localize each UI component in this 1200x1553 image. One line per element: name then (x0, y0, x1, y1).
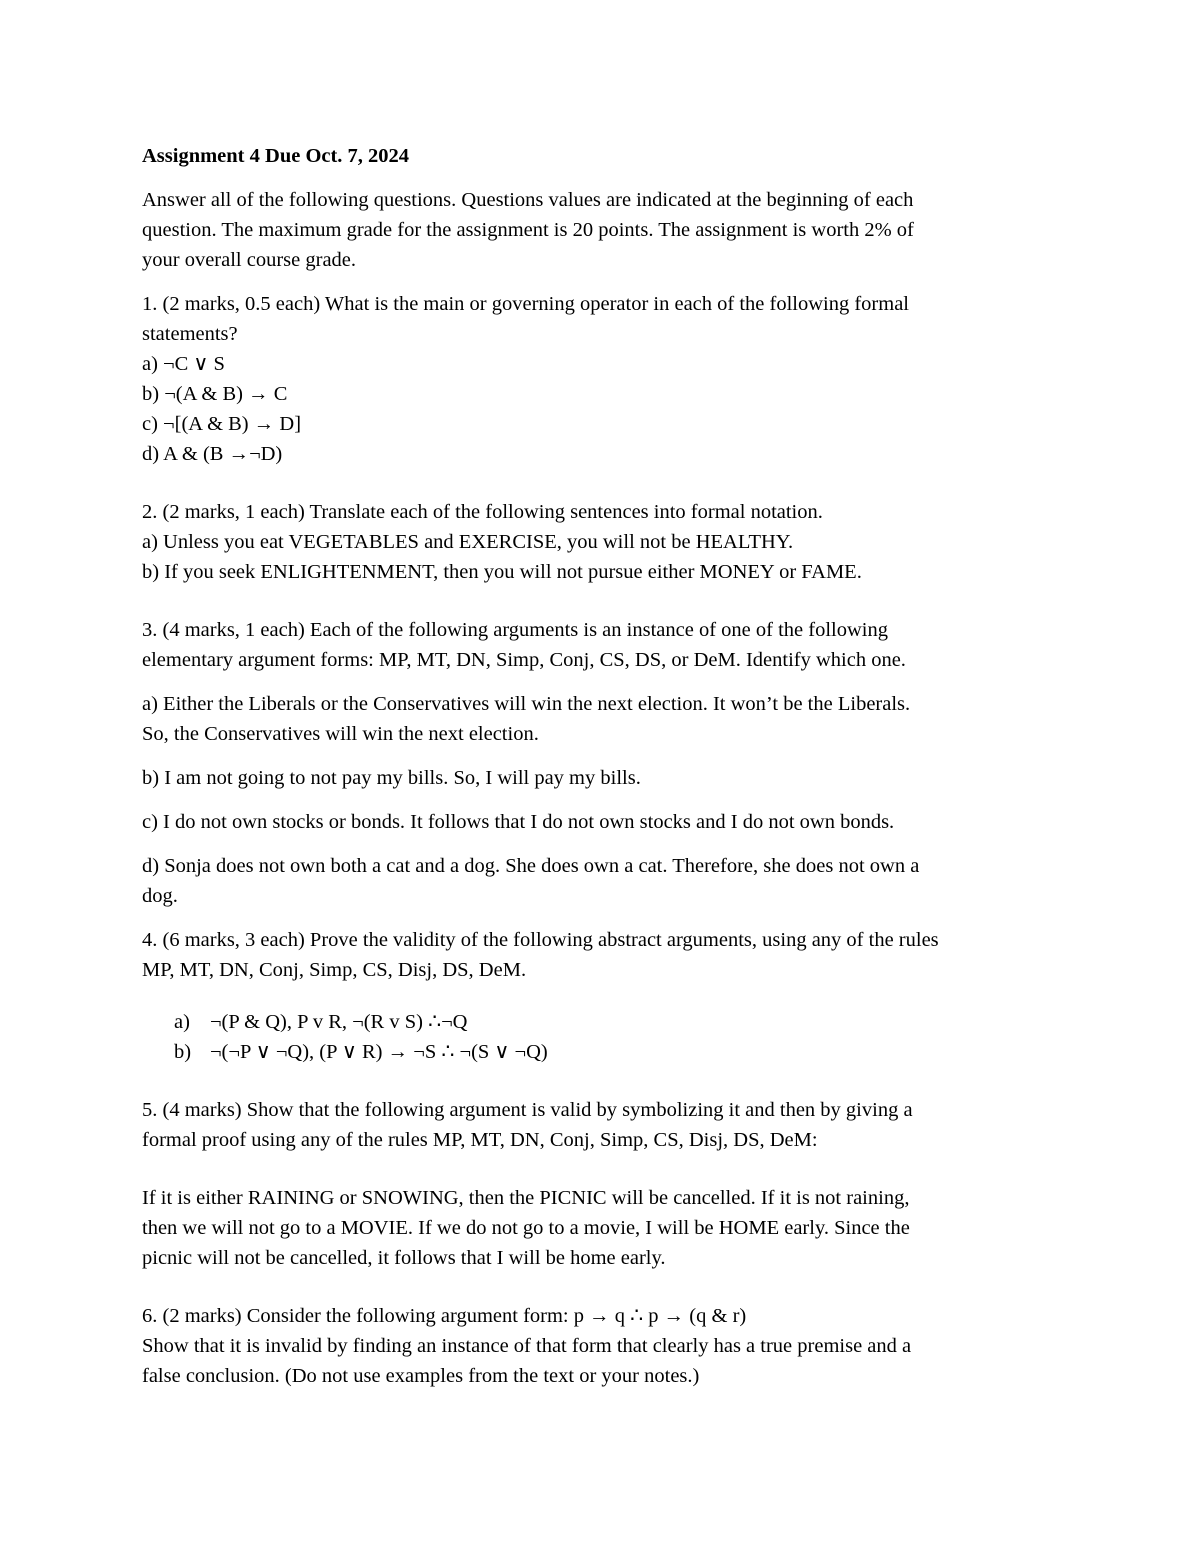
q3-item-a-line: a) Either the Liberals or the Conservatives will win the next election. It won’t be the Liberals. (142, 693, 911, 715)
question-2 (142, 497, 1062, 587)
q3-prompt-line: 3. (4 marks, 1 each) Each of the following arguments is an instance of one of the following (142, 619, 888, 641)
q4-prompt-line: 4. (6 marks, 3 each) Prove the validity of the following abstract arguments, using any of the rules (142, 929, 939, 951)
assignment-title: Assignment 4 Due Oct. 7, 2024 (142, 145, 410, 167)
q3-item-a-line: So, the Conservatives will win the next election. (142, 723, 539, 745)
q3-item-c: c) I do not own stocks or bonds. It follows that I do not own stocks and I do not own bonds. (142, 811, 895, 833)
intro-paragraph (142, 185, 1062, 275)
q2-item-b: b) If you seek ENLIGHTENMENT, then you will not pursue either MONEY or FAME. (142, 561, 862, 583)
q4-item-b (174, 1037, 1062, 1067)
question-6 (142, 1301, 1062, 1391)
intro-line: Answer all of the following questions. Questions values are indicated at the beginning of each (142, 189, 914, 211)
q2-prompt: 2. (2 marks, 1 each) Translate each of the following sentences into formal notation. (142, 501, 823, 523)
q1-prompt-line: 1. (2 marks, 0.5 each) What is the main or governing operator in each of the following formal (142, 293, 909, 315)
q1-item-c: c) ¬[(A & B) → D] (142, 413, 302, 435)
q5-argument-line: picnic will not be cancelled, it follows that I will be home early. (142, 1247, 666, 1269)
intro-line: question. The maximum grade for the assignment is 20 points. The assignment is worth 2% of (142, 219, 914, 241)
q1-item-a: a) ¬C ∨ S (142, 353, 225, 375)
q1-item-d: d) A & (B →¬D) (142, 443, 283, 465)
q4-item-label: b) (174, 1041, 192, 1063)
q5-prompt-line: formal proof using any of the rules MP, MT, DN, Conj, Simp, CS, Disj, DS, DeM: (142, 1129, 818, 1151)
q4-item-text: ¬(P & Q), P v R, ¬(R v S) ∴¬Q (210, 1011, 468, 1033)
q6-prompt: 6. (2 marks) Consider the following argument form: p → q ∴ p → (q & r) (142, 1305, 747, 1327)
q4-item-label: a) (174, 1011, 190, 1033)
q4-argument-list (142, 1007, 1062, 1067)
question-3 (142, 615, 1062, 911)
q1-prompt-line: statements? (142, 323, 238, 345)
q5-argument-line: If it is either RAINING or SNOWING, then the PICNIC will be cancelled. If it is not raining, (142, 1187, 910, 1209)
q4-item-text: ¬(¬P ∨ ¬Q), (P ∨ R) → ¬S ∴ ¬(S ∨ ¬Q) (210, 1041, 548, 1063)
q5-prompt-line: 5. (4 marks) Show that the following argument is valid by symbolizing it and then by giving a (142, 1099, 913, 1121)
question-1 (142, 289, 1062, 469)
q1-item-b: b) ¬(A & B) → C (142, 383, 288, 405)
q3-item-b: b) I am not going to not pay my bills. So, I will pay my bills. (142, 767, 641, 789)
q3-item-d-line: d) Sonja does not own both a cat and a dog. She does own a cat. Therefore, she does not own a (142, 855, 920, 877)
q5-argument-line: then we will not go to a MOVIE. If we do not go to a movie, I will be HOME early. Since the (142, 1217, 910, 1239)
q6-body-line: Show that it is invalid by finding an instance of that form that clearly has a true premise and a (142, 1335, 912, 1357)
q6-body-line: false conclusion. (Do not use examples from the text or your notes.) (142, 1365, 700, 1387)
q4-prompt-line: MP, MT, DN, Conj, Simp, CS, Disj, DS, DeM. (142, 959, 527, 981)
q3-prompt-line: elementary argument forms: MP, MT, DN, Simp, Conj, CS, DS, or DeM. Identify which one. (142, 649, 906, 671)
q2-item-a: a) Unless you eat VEGETABLES and EXERCISE, you will not be HEALTHY. (142, 531, 794, 553)
question-4 (142, 925, 1062, 1067)
document-body (142, 141, 1062, 1391)
intro-line: your overall course grade. (142, 249, 357, 271)
question-5 (142, 1095, 1062, 1273)
q3-item-d-line: dog. (142, 885, 178, 907)
q4-item-a (174, 1007, 1062, 1037)
